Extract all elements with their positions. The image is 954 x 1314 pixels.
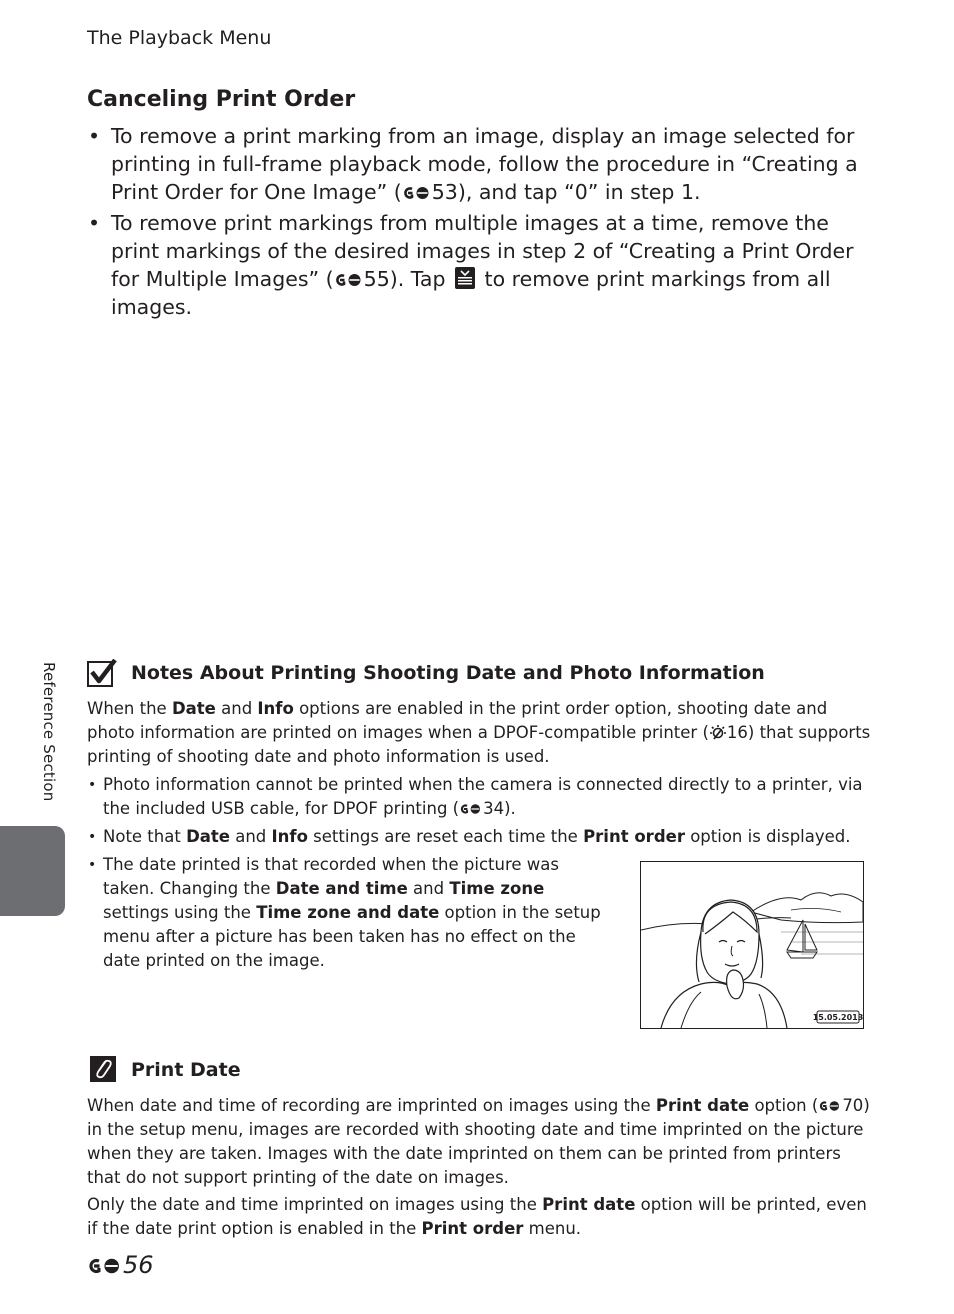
list-item: • Note that Date and Info settings are reset each time the Print order option is displayed. <box>88 827 851 846</box>
reference-section-icon <box>819 1100 841 1112</box>
reference-section-icon <box>460 803 482 815</box>
list-item: • Photo information cannot be printed when the camera is connected directly to a printer, via the included USB cable, for DPOF printing ( 34). <box>88 775 863 818</box>
note-title-print-date: Print Date <box>131 1059 241 1081</box>
note-intro: When the Date and Info options are enabled in the print order option, shooting date and photo information are printed on images when a DPOF-compatible printer ( 16) that supports printing of shooting date and photo information is used. <box>87 699 871 766</box>
note-title: Notes About Printing Shooting Date and Photo Information <box>131 662 765 684</box>
note-paragraph: When date and time of recording are imprinted on images using the Print date option ( 70) in the setup menu, images are recorded with shooting date and time imprinted on the picture when they are taken. Images with the date imprinted on them can be printed from printers that do not support printing of the date on images. <box>87 1096 870 1187</box>
reference-section-icon <box>88 1257 122 1275</box>
running-header: The Playback Menu <box>87 27 272 49</box>
reset-icon <box>454 266 476 290</box>
paperclip-icon <box>89 1055 117 1083</box>
photo-date-stamp: 15.05.2013 <box>812 1013 863 1022</box>
side-section-label: Reference Section <box>40 662 58 802</box>
note-paragraph: Only the date and time imprinted on images using the Print date option will be printed, even if the date print option is enabled in the Print order menu. <box>87 1195 867 1238</box>
reference-section-icon <box>335 273 363 287</box>
page-number: 56 <box>87 1251 154 1279</box>
sample-photo-illustration <box>640 861 864 1029</box>
list-item: • To remove print markings from multiple images at a time, remove the print markings of the desired images in step 2 of “Creating a Print Order for Multiple Images” ( 55). Tap to remove print markings from all images. <box>88 211 854 319</box>
list-item: • The date printed is that recorded when the picture was taken. Changing the Date and time and Time zone settings using the Time zone and date option in the setup menu after a picture has been taken has no effect on the date printed on the image. <box>88 855 601 970</box>
reference-section-icon <box>403 186 431 200</box>
list-item: • To remove a print marking from an image, display an image selected for printing in full-frame playback mode, follow the procedure in “Creating a Print Order for One Image” ( 53), and tap “0” in step 1. <box>88 124 858 204</box>
caution-check-icon <box>87 659 117 687</box>
section-title: Canceling Print Order <box>87 87 356 112</box>
getting-started-icon <box>709 723 727 742</box>
note-bullet-list <box>87 773 877 853</box>
note-bullet-list-2 <box>87 853 615 977</box>
canceling-bullet-list <box>87 122 877 324</box>
section-tab <box>0 826 65 916</box>
